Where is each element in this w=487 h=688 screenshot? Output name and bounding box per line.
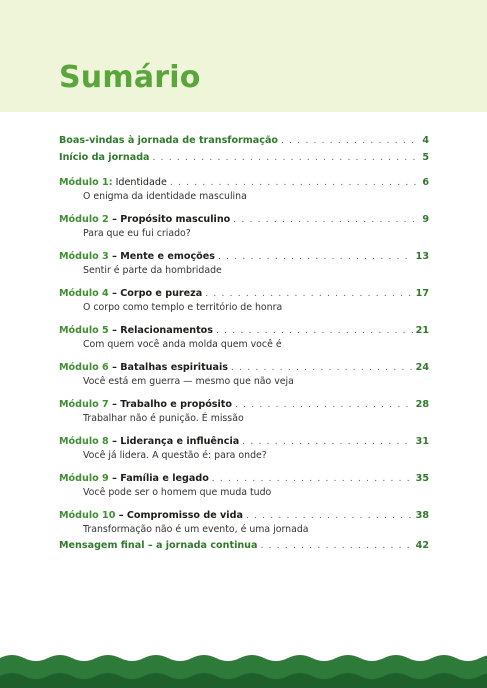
dot-leader [242,436,412,449]
dot-leader [261,540,413,553]
toc-page-number: 21 [415,325,429,336]
toc-page-number: 24 [415,362,429,373]
toc-entry-label: Boas-vindas à jornada de transformação [59,135,279,146]
dot-leader [205,288,412,301]
dot-leader [212,473,413,486]
toc-entry-module-4[interactable] [59,287,429,314]
module-subtitle: O enigma da identidade masculina [83,191,247,202]
toc-page-number: 9 [422,214,429,225]
toc-entry-inicio[interactable] [59,151,429,165]
module-name: Identidade [115,177,167,188]
toc-page-number: 35 [415,473,429,484]
module-name: – Relacionamentos [108,325,213,336]
toc-entry-module-9[interactable] [59,472,429,499]
module-subtitle: O corpo como templo e território de honra [83,302,283,313]
toc-entry-module-5[interactable] [59,324,429,351]
module-name: – Propósito masculino [108,214,231,225]
module-name: – Trabalho e propósito [108,399,232,410]
module-name: – Compromisso de vida [115,510,243,521]
toc-entry-module-1[interactable] [59,176,429,203]
module-name: – Batalhas espirituais [108,362,228,373]
module-prefix: Módulo 10 [59,510,116,521]
dot-leader [281,135,419,148]
module-prefix: Módulo 1: [59,177,113,188]
toc-page-number: 31 [415,436,429,447]
toc-entry-module-3[interactable] [59,250,429,277]
toc-page-number: 6 [422,177,429,188]
module-name: – Família e legado [108,473,209,484]
module-subtitle: Trabalhar não é punição. É missão [83,413,244,424]
module-prefix: Módulo 6 [59,362,109,373]
module-name: – Mente e emoções [108,251,215,262]
module-name: – Liderança e influência [108,436,240,447]
module-subtitle: Transformação não é um evento, é uma jornada [83,524,309,535]
table-of-contents [59,134,429,563]
toc-page-number: 17 [415,288,429,299]
module-subtitle: Você pode ser o homem que muda tudo [83,487,272,498]
toc-entry-final[interactable] [59,539,429,553]
module-subtitle: Com quem você anda molda quem você é [83,339,282,350]
module-prefix: Módulo 4 [59,288,109,299]
dot-leader [216,325,413,338]
toc-page-number: 42 [415,540,429,551]
toc-page-number: 38 [415,510,429,521]
toc-page-number: 4 [422,135,429,146]
module-subtitle: Sentir é parte da hombridade [83,265,222,276]
toc-entry-module-8[interactable] [59,435,429,462]
module-prefix: Módulo 3 [59,251,109,262]
dot-leader [218,251,413,264]
dot-leader [153,152,420,165]
toc-entry-label: Início da jornada [59,152,150,163]
module-prefix: Módulo 8 [59,436,109,447]
wave-footer [0,652,487,688]
dot-leader [233,214,419,227]
dot-leader [170,177,419,190]
toc-page-number: 13 [415,251,429,262]
module-subtitle: Você já lidera. A questão é: para onde? [83,450,267,461]
toc-entry-module-7[interactable] [59,398,429,425]
module-subtitle: Você está em guerra — mesmo que não veja [83,376,294,387]
page-title: Sumário [59,60,201,95]
module-prefix: Módulo 5 [59,325,109,336]
dot-leader [246,510,413,523]
toc-entry-module-2[interactable] [59,213,429,240]
toc-entry-intro[interactable] [59,134,429,148]
module-prefix: Módulo 2 [59,214,109,225]
module-subtitle: Para que eu fui criado? [83,228,191,239]
dot-leader [231,362,413,375]
module-name: – Corpo e pureza [108,288,203,299]
module-prefix: Módulo 7 [59,399,109,410]
toc-entry-module-10[interactable] [59,509,429,536]
header-band [0,0,487,112]
toc-page-number: 28 [415,399,429,410]
module-prefix: Módulo 9 [59,473,109,484]
dot-leader [235,399,413,412]
toc-entry-module-6[interactable] [59,361,429,388]
toc-entry-label: Mensagem final – a jornada continua [59,540,258,551]
toc-page-number: 5 [422,152,429,163]
